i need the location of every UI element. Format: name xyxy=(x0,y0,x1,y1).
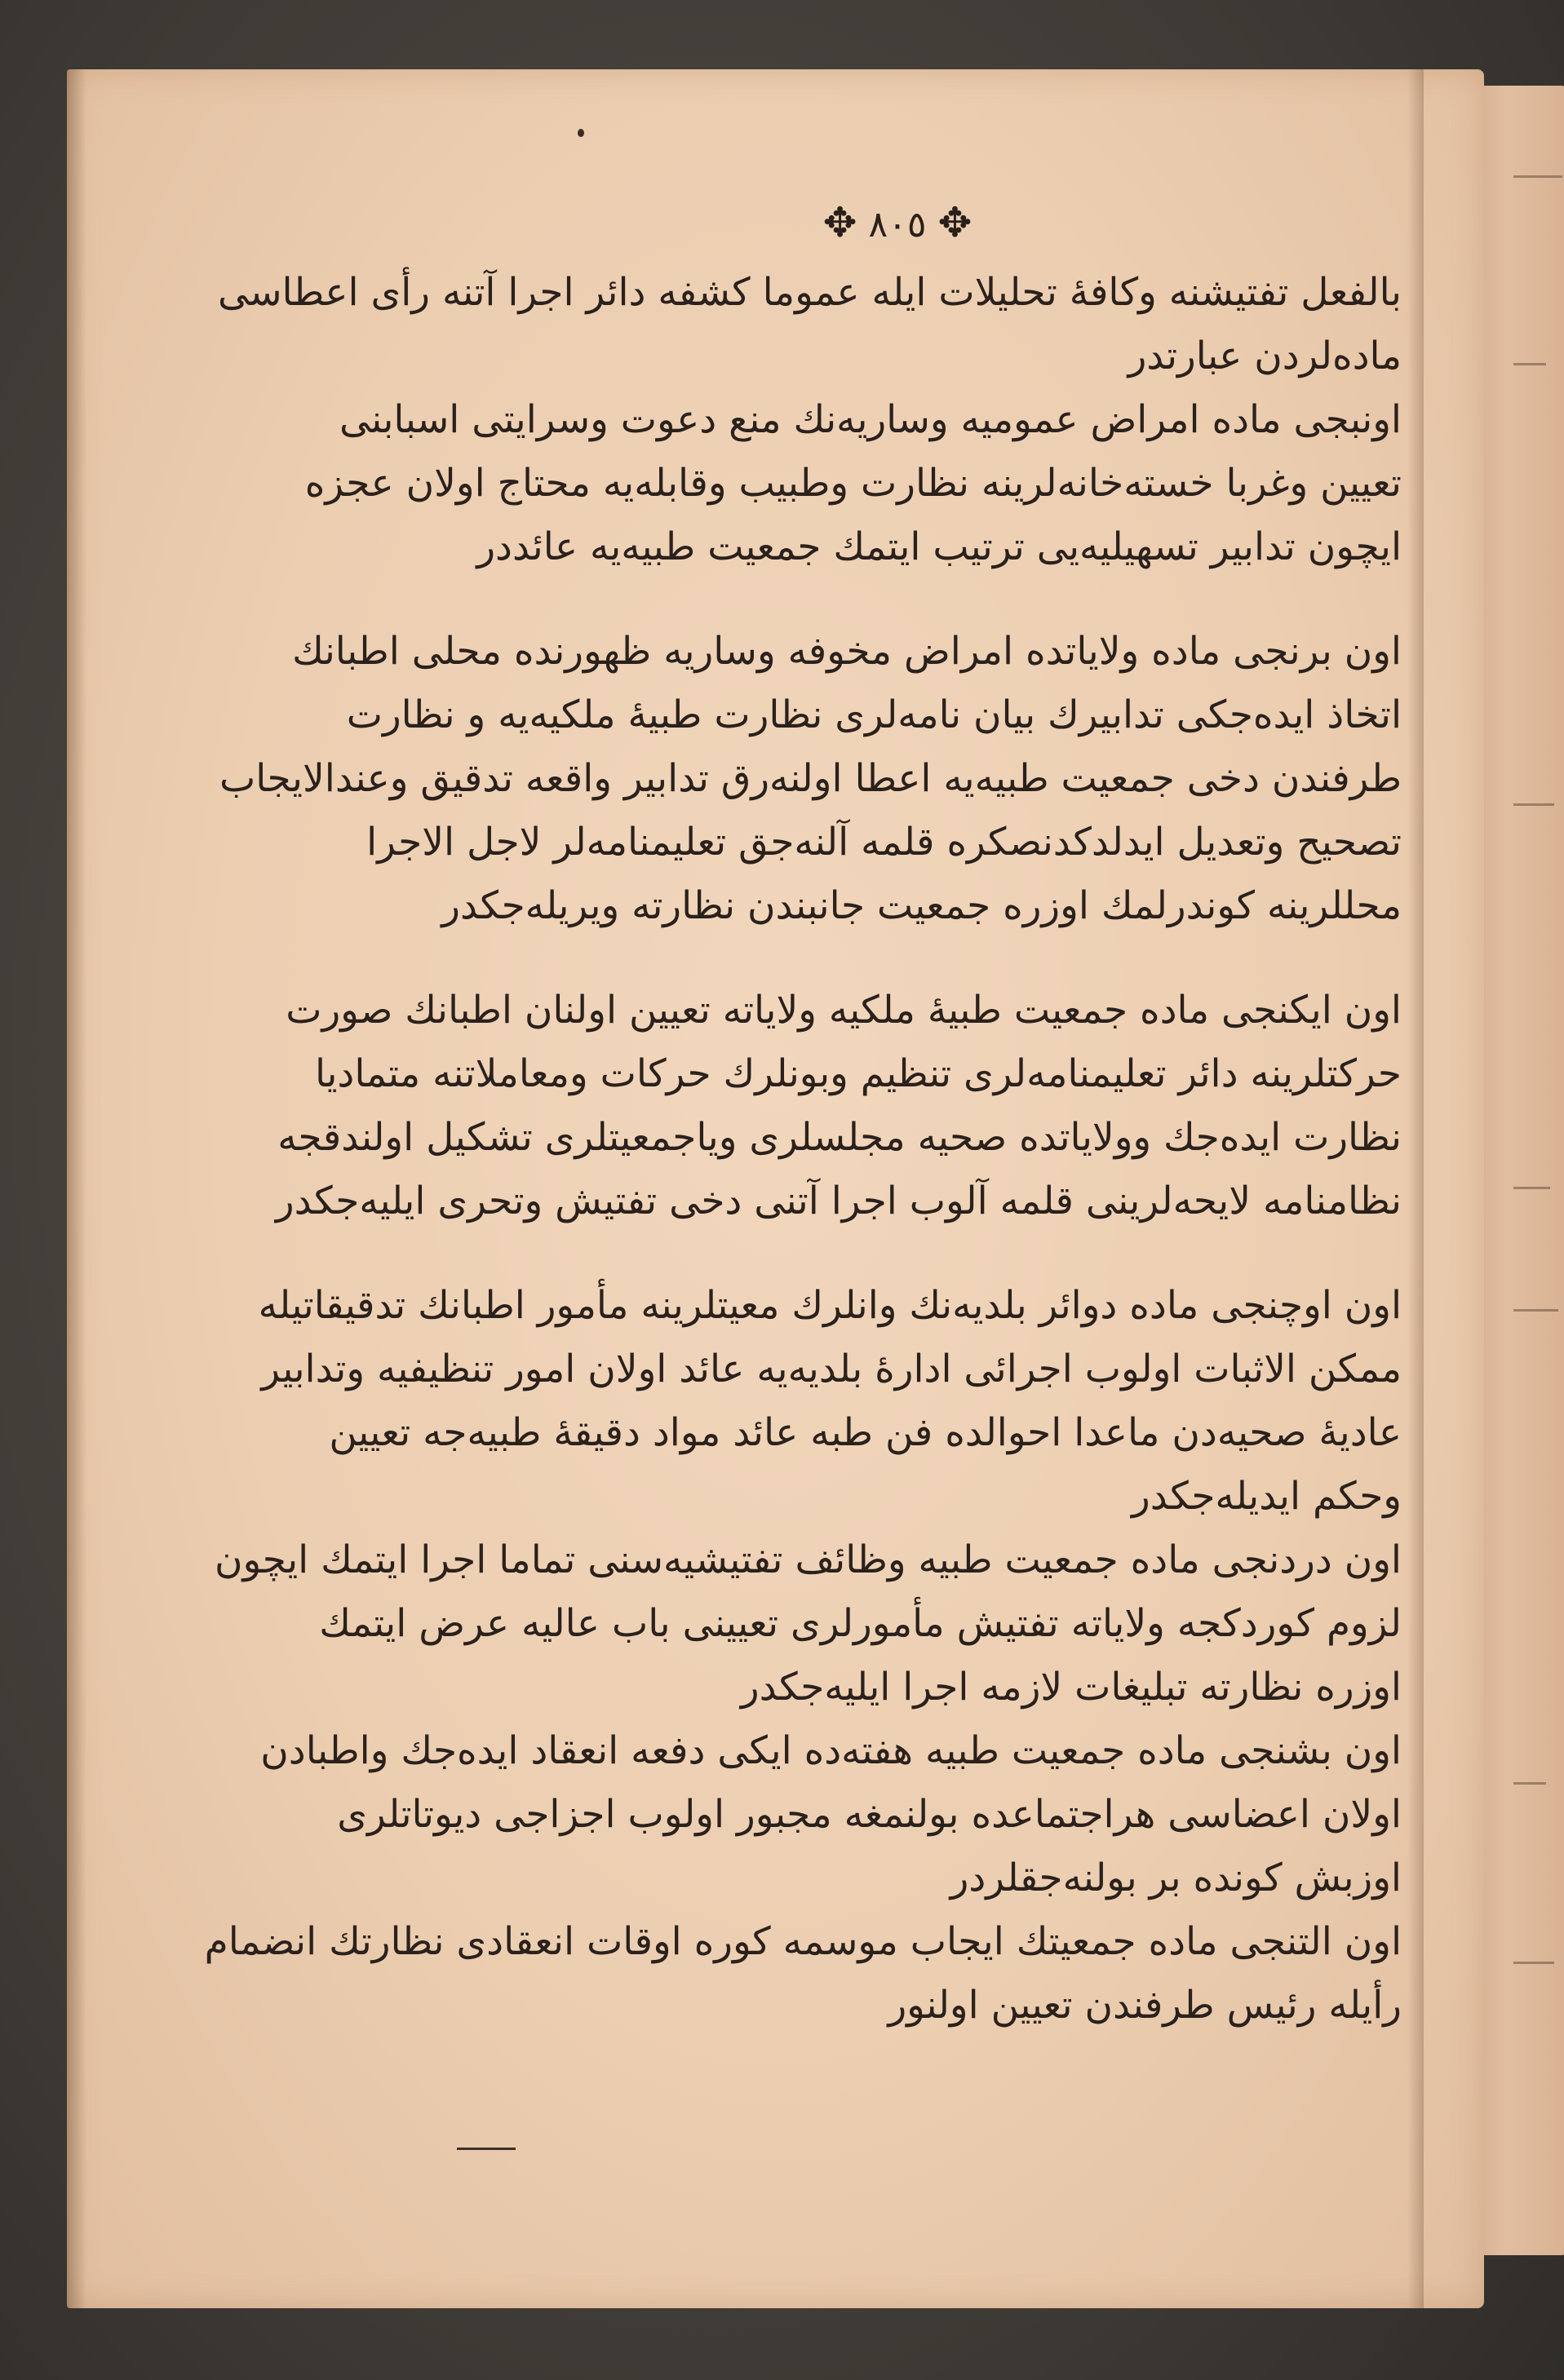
text-line: نظامنامه لايحه‌لرينى قلمه آلوب اجرا آتنى دخى تفتيش وتحرى ايليه‌جكدر xyxy=(275,1179,1402,1223)
ornament-left: ✥ xyxy=(822,199,857,246)
paragraph-gap xyxy=(398,938,1402,979)
text-line: اولان اعضاسى هراجتماعده بولنمغه مجبور اولوب اجزاجى ديوتاتلرى xyxy=(337,1792,1402,1837)
ink-speck xyxy=(578,129,584,137)
footer-rule xyxy=(457,2148,516,2150)
text-line: رأيله رئيس طرفندن تعيين اولنور xyxy=(888,1983,1402,2028)
text-line: لزوم كوردكجه ولاياته تفتيش مأمورلرى تعيينى باب عاليه عرض ايتمك xyxy=(319,1601,1402,1646)
page-number-value: ٨٠٥ xyxy=(868,204,927,246)
text-line: اتخاذ ايده‌جكى تدابيرك بيان نامه‌لرى نظارت طبيۀ ملكيه‌يه و نظارت xyxy=(346,692,1402,737)
text-line: اون التنجى ماده جمعيتك ايجاب موسمه كوره اوقات انعقادى نظارتك انضمام xyxy=(204,1919,1402,1964)
text-line: ماده‌لردن عبارتدر xyxy=(1128,334,1402,378)
text-line: حركتلرينه دائر تعليمنامه‌لرى تنظيم وبونلرك حركات ومعاملاتنه متماديا xyxy=(315,1051,1402,1096)
paragraph-gap xyxy=(398,579,1402,620)
text-line: محللرينه كوندرلمك اوزره جمعيت جانبندن نظارته ويريله‌جكدر xyxy=(441,883,1402,928)
ornament-right: ✥ xyxy=(937,199,973,246)
text-line: نظارت ايده‌جك وولاياتده صحيه مجلسلرى وياجمعيتلرى تشكيل اولندقجه xyxy=(277,1115,1402,1160)
gutter-shadow xyxy=(67,69,86,2308)
text-line: وحكم ايديله‌جكدر xyxy=(1132,1474,1402,1519)
text-line: طرفندن دخى جمعيت طبيه‌يه اعطا اولنه‌رق تدابير واقعه تدقيق وعندالايجاب xyxy=(219,756,1402,801)
text-line: اون برنجى ماده ولاياتده امراض مخوفه وساريه ظهورنده محلى اطبانك xyxy=(292,629,1402,674)
text-line: عاديۀ صحيه‌دن ماعدا احوالده فن طبه عائد مواد دقيقۀ طبيه‌جه تعيين xyxy=(329,1410,1402,1455)
text-line: تصحيح وتعديل ايدلدكدنصكره قلمه آلنه‌جق تعليمنامه‌لر لاجل الاجرا xyxy=(366,820,1402,865)
page-number xyxy=(808,194,987,251)
body-text xyxy=(204,261,1402,2037)
text-line: اونبجى ماده امراض عموميه وساريه‌نك منع دعوت وسرايتى اسبابنى xyxy=(339,397,1402,442)
text-line: اوزره نظارته تبليغات لازمه اجرا ايليه‌جكدر xyxy=(740,1665,1402,1710)
text-line: ايچون تدابير تسهيليه‌يى ترتيب ايتمك جمعيت طبيه‌يه عائددر xyxy=(476,524,1402,569)
text-line: اون دردنجى ماده جمعيت طبيه وظائف تفتيشيه‌سنى تماما اجرا ايتمك ايچون xyxy=(214,1537,1402,1582)
text-line: اون بشنجى ماده جمعيت طبيه هفته‌ده ايكى دفعه انعقاد ايده‌جك واطبادن xyxy=(260,1728,1402,1773)
page-edge-shadow xyxy=(1407,69,1424,2308)
text-line: اوزبش كونده بر بولنه‌جقلردر xyxy=(950,1856,1402,1900)
paragraph-gap xyxy=(398,1233,1402,1274)
text-line: بالفعل تفتيشنه وكافۀ تحليلات ايله عموما كشفه دائر اجرا آتنه رأى اعطاسى xyxy=(217,270,1402,315)
text-line: تعيين وغربا خسته‌خانه‌لرينه نظارت وطبيب وقابله‌يه محتاج اولان عجزه xyxy=(304,461,1402,506)
text-line: اون ايكنجى ماده جمعيت طبيۀ ملكيه ولاياته تعيين اولنان اطبانك صورت xyxy=(286,988,1402,1033)
text-line: اون اوچنجى ماده دوائر بلديه‌نك وانلرك معيتلرينه مأمور اطبانك تدقيقاتيله xyxy=(258,1283,1402,1328)
text-line: ممكن الاثبات اولوب اجرائى ادارۀ بلديه‌يه عائد اولان امور تنظيفيه وتدابير xyxy=(261,1347,1402,1391)
